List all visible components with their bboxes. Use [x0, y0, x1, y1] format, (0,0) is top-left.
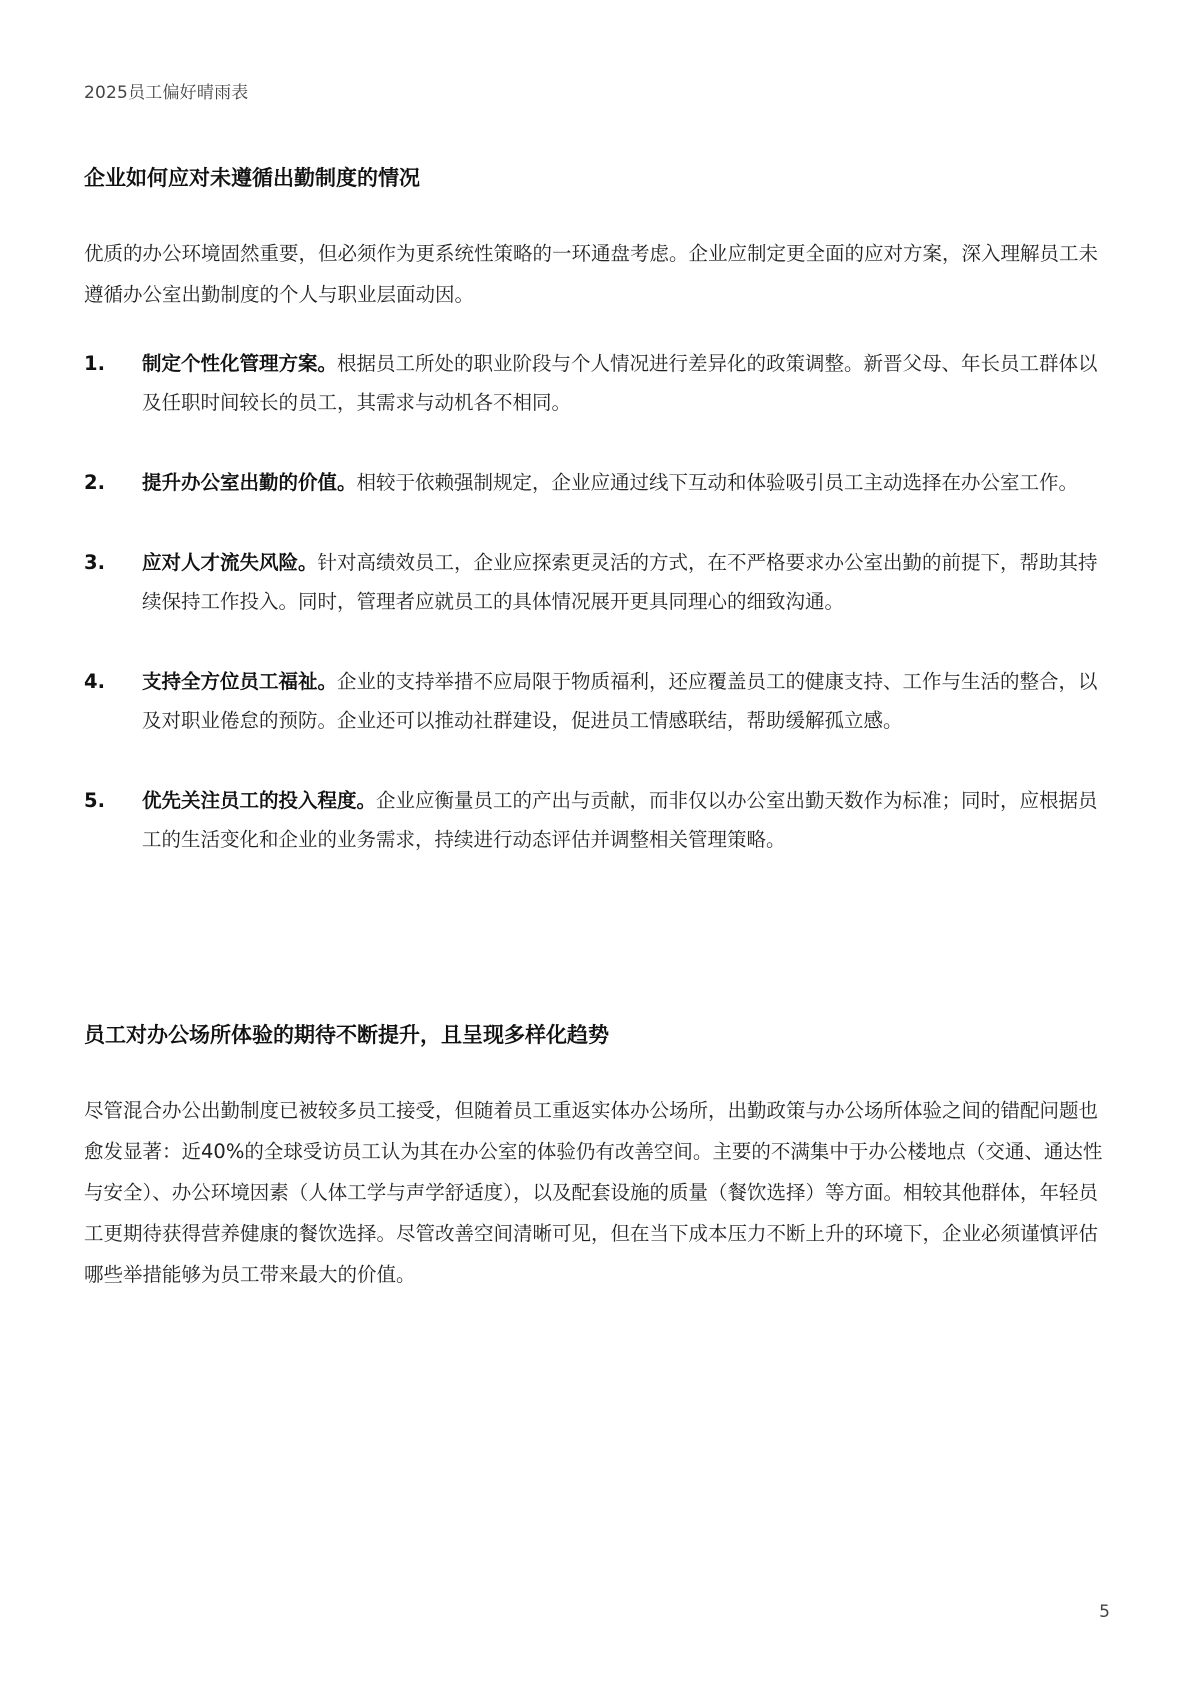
list-item — [84, 662, 1106, 740]
list-number: 1. — [84, 352, 105, 375]
list-item — [84, 344, 1106, 422]
list-number: 3. — [84, 551, 105, 574]
page-number: 5 — [1099, 1602, 1110, 1622]
list-lead: 提升办公室出勤的价值。 — [142, 471, 357, 494]
section-heading-experience: 员工对办公场所体验的期待不断提升，且呈现多样化趋势 — [84, 1023, 609, 1047]
list-lead: 优先关注员工的投入程度。 — [142, 789, 377, 812]
recommendation-list — [84, 344, 1106, 900]
list-number: 4. — [84, 670, 105, 693]
list-item — [84, 543, 1106, 621]
body-paragraph: 尽管混合办公出勤制度已被较多员工接受，但随着员工重返实体办公场所，出勤政策与办公场所体验之间的错配问题也愈发显著：近40%的全球受访员工认为其在办公室的体验仍有改善空间。主要的不满集中于办公楼地点（交通、通达性与安全）、办公环境因素（人体工学与声学舒适度），以及配套设施的质量（餐饮选择）等方面。相较其他群体，年轻员工更期待获得营养健康的餐饮选择。尽管改善空间清晰可见，但在当下成本压力不断上升的环境下，企业必须谨慎评估哪些举措能够为员工带来最大的价值。 — [84, 1099, 1103, 1286]
section-experience-body-block — [84, 1090, 1106, 1295]
list-text: 根据员工所处的职业阶段与个人情况进行差异化的政策调整。新晋父母、年长员工群体以及任职时间较长的员工，其需求与动机各不相同。 — [142, 352, 1098, 414]
running-header: 2025员工偏好晴雨表 — [84, 83, 249, 103]
list-lead: 制定个性化管理方案。 — [142, 352, 338, 375]
list-item — [84, 781, 1106, 859]
section-attendance-heading-block — [84, 163, 1106, 193]
list-text: 相较于依赖强制规定，企业应通过线下互动和体验吸引员工主动选择在办公室工作。 — [356, 471, 1079, 494]
intro-paragraph: 优质的办公环境固然重要，但必须作为更系统性策略的一环通盘考虑。企业应制定更全面的应对方案，深入理解员工未遵循办公室出勤制度的个人与职业层面动因。 — [84, 242, 1099, 306]
section-heading-attendance: 企业如何应对未遵循出勤制度的情况 — [84, 166, 420, 190]
list-number: 2. — [84, 471, 105, 494]
list-text: 企业应衡量员工的产出与贡献，而非仅以办公室出勤天数作为标准；同时，应根据员工的生活变化和企业的业务需求，持续进行动态评估并调整相关管理策略。 — [142, 789, 1098, 851]
list-lead: 应对人才流失风险。 — [142, 551, 318, 574]
section-attendance-intro-block — [84, 233, 1106, 315]
list-lead: 支持全方位员工福祉。 — [142, 670, 338, 693]
section-experience-heading-block — [84, 1020, 1106, 1050]
list-number: 5. — [84, 789, 105, 812]
list-item — [84, 463, 1106, 502]
list-text: 针对高绩效员工，企业应探索更灵活的方式，在不严格要求办公室出勤的前提下，帮助其持续保持工作投入。同时，管理者应就员工的具体情况展开更具同理心的细致沟通。 — [142, 551, 1098, 613]
list-text: 企业的支持举措不应局限于物质福利，还应覆盖员工的健康支持、工作与生活的整合，以及对职业倦怠的预防。企业还可以推动社群建设，促进员工情感联结，帮助缓解孤立感。 — [142, 670, 1098, 732]
